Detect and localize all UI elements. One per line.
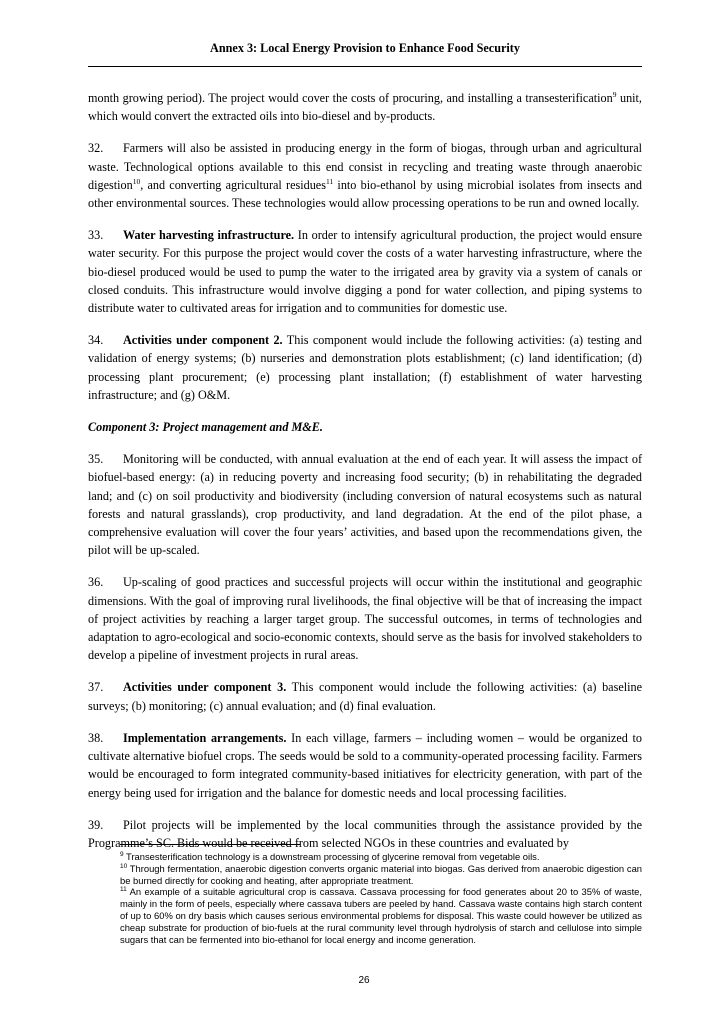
component-3-heading: Component 3: Project management and M&E.	[88, 420, 323, 435]
paragraph-text: into bio-ethanol by using microbial isolates from insects and other environmental sources. These technologies would allow processing operations to be run and owned locally.	[88, 177, 643, 211]
paragraph-38	[88, 729, 642, 802]
footnote-number: 11	[120, 886, 127, 894]
paragraph-heading: Water harvesting infrastructure.	[123, 228, 295, 243]
paragraph-number: 35.	[88, 452, 104, 467]
paragraph-36	[88, 573, 642, 664]
paragraph-heading: Activities under component 2.	[123, 333, 283, 348]
header-rule	[88, 66, 642, 67]
body-text	[88, 89, 642, 852]
paragraph-text: Monitoring will be conducted, with annual evaluation at the end of each year. It will assess the impact of biofuel-based energy: (a) in reducing poverty and increasing food security; (b) in rehabilitating the degraded land; and (c) on soil productivity and biodiversity (including conversion of natural ecosystems such as natural forests and natural grasslands), crop productivity, and land degradation. At the end of the pilot phase, a comprehensive evaluation will cover the four years’ activities, and based upon the recommendations given, the pilot will be up-scaled.	[88, 452, 642, 558]
footnote-text: Transesterification technology is a downstream processing of glycerine removal from vegetable oils.	[123, 851, 540, 862]
footnote-text: An example of a suitable agricultural crop is cassava. Cassava processing for food generates about 20 to 35% of waste, mainly in the form of peels, especially where cassava tubers are peeled by hand. Cassava waste contains high starch content of up to 60% on dry basis which causes serious environmental problems for disposal. This waste could however be utilized as cheap substrate for production of bio-fuels at the rural community level through hydrolysis of starch and cellulose into simple sugars that can be fermented into bio-ethanol for local energy and income generation.	[120, 886, 642, 945]
footnote-9	[120, 851, 642, 863]
page-header: Annex 3: Local Energy Provision to Enhance Food Security	[210, 41, 520, 55]
paragraph-34	[88, 331, 642, 404]
footnote-ref: 11	[325, 176, 334, 186]
paragraph-heading: Activities under component 3.	[123, 680, 287, 695]
paragraph-text: month growing period). The project would cover the costs of procuring, and installing a transesterification	[88, 91, 613, 105]
paragraph-number: 39.	[88, 817, 104, 832]
paragraph-text: This component would include the following activities: (a) testing and validation of energy systems; (b) nurseries and demonstration plots establishment; (c) land identification; (d) processing plant procurement; (e) processing plant installation; (f) establishment of water harvesting infrastructure; and (g) O&M.	[88, 333, 642, 402]
footnote-ref: 10	[132, 176, 141, 186]
paragraph-text: Up-scaling of good practices and successful projects will occur within the institutional and geographic dimensions. With the goal of improving rural livelihoods, the final objective will be that of increasing the impact of project activities by reaching a larger target group. The successful outcomes, in terms of technologies and adaptation to agro-ecological and socio-economic contexts, should serve as the basis for involved stakeholders to develop a pipeline of investment projects in rural areas.	[88, 575, 642, 663]
paragraph-35	[88, 450, 642, 559]
paragraph-number: 34.	[88, 333, 104, 348]
paragraph-text: In order to intensify agricultural production, the project would ensure water security. For this purpose the project would cover the costs of a water harvesting infrastructure, where the bio-diesel produced would be used to pump the water to the irrigated area by gravity via a system of canals or closed conduits. This infrastructure would involve digging a pond for water collection, and piping systems to distribute water to cultivated areas for irrigation and to communities for domestic use.	[88, 228, 642, 316]
continuation-paragraph	[88, 89, 642, 125]
paragraph-text: unit, which would convert the extracted oils into bio-diesel and by-products.	[88, 91, 642, 124]
paragraph-32	[88, 139, 642, 212]
paragraph-number: 32.	[88, 141, 104, 156]
footnotes	[120, 851, 642, 945]
footnote-10	[120, 863, 642, 887]
paragraph-text: This component would include the following activities: (a) baseline surveys; (b) monitoring; (c) annual evaluation; and (d) final evaluation.	[88, 680, 643, 713]
paragraph-text: In each village, farmers – including women – would be organized to cultivate alternative biofuel crops. The seeds would be sold to a community-operated processing facility. Farmers would be encouraged to form integrated community-based initiatives for electricity generation, with part of the energy being used for irrigation and the balance for domestic needs and local processing facilities.	[88, 730, 642, 800]
paragraph-text: Pilot projects will be implemented by the local communities through the assistance provided by the Programme’s SC. Bids would be received from selected NGOs in these countries and evaluated by	[88, 817, 642, 850]
paragraph-heading: Implementation arrangements.	[123, 730, 287, 745]
paragraph-text: , and converting agricultural residues	[140, 177, 326, 192]
paragraph-number: 38.	[88, 730, 104, 745]
footnote-11	[120, 886, 642, 945]
footnote-number: 10	[120, 862, 128, 870]
footnote-number: 9	[120, 850, 124, 858]
paragraph-33	[88, 226, 642, 317]
footnote-text: Through fermentation, anaerobic digestion converts organic material into biogas. Gas derived from anaerobic digestion can be burned directly for cooking and heating, after appropriate treatment.	[120, 862, 642, 886]
paragraph-37	[88, 678, 642, 714]
paragraph-39	[88, 816, 642, 852]
page-number: 26	[358, 975, 370, 986]
footnote-ref: 9	[612, 89, 617, 99]
paragraph-number: 37.	[88, 680, 104, 695]
paragraph-number: 33.	[88, 228, 104, 243]
paragraph-text: Farmers will also be assisted in producing energy in the form of biogas, through urban and agricultural waste. Technological options available to this end consist in recycling and treating waste through anaerobic digestion	[88, 141, 642, 192]
footnote-rule	[120, 844, 300, 845]
paragraph-number: 36.	[88, 575, 104, 590]
